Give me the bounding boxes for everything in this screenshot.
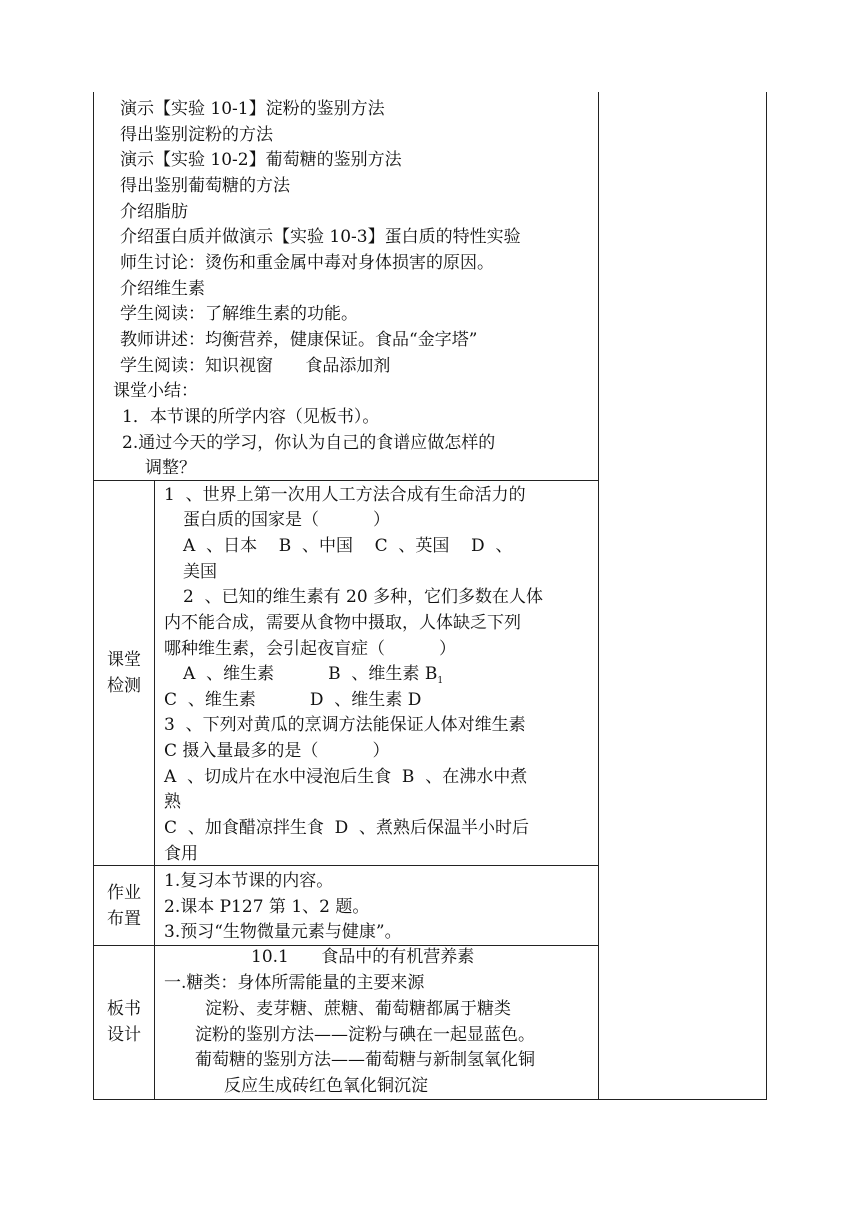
check-label-line: 课堂 bbox=[107, 650, 141, 670]
board-label bbox=[94, 996, 154, 1048]
check-line: C 摄入量最多的是（ ） bbox=[164, 741, 390, 761]
check-label-line: 检测 bbox=[107, 676, 141, 696]
procedure-line: 介绍维生素 bbox=[120, 279, 205, 299]
procedure-line: 演示【实验 10-2】葡萄糖的鉴别方法 bbox=[120, 150, 402, 170]
check-line-b1-text: A 、维生素 B 、维生素 B bbox=[183, 664, 438, 684]
homework-label-line: 布置 bbox=[107, 909, 141, 929]
check-line: 内不能合成，需要从食物中摄取，人体缺乏下列 bbox=[164, 613, 521, 633]
table-border-bottom bbox=[93, 1099, 767, 1100]
board-line: 一.糖类：身体所需能量的主要来源 bbox=[164, 973, 425, 993]
procedure-line: 介绍脂肪 bbox=[120, 202, 188, 222]
check-line: 蛋白质的国家是（ ） bbox=[183, 510, 391, 530]
procedure-line: 介绍蛋白质并做演示【实验 10-3】蛋白质的特性实验 bbox=[120, 227, 521, 247]
table-column-divider-label bbox=[154, 480, 155, 1100]
homework-line: 1.复习本节课的内容。 bbox=[164, 871, 334, 891]
procedure-line: 教师讲述：均衡营养，健康保证。食品“金字塔” bbox=[120, 330, 478, 350]
board-title: 10.1 食品中的有机营养素 bbox=[251, 947, 475, 967]
homework-line: 2.课本 P127 第 1、2 题。 bbox=[164, 897, 370, 917]
board-line: 反应生成砖红色氧化铜沉淀 bbox=[224, 1076, 428, 1096]
b1-subscript: 1 bbox=[437, 676, 444, 686]
procedure-line: 演示【实验 10-1】淀粉的鉴别方法 bbox=[120, 99, 385, 119]
homework-label bbox=[94, 880, 154, 932]
lesson-plan-table bbox=[93, 92, 767, 1100]
check-line: 2 、已知的维生素有 20 多种，它们多数在人体 bbox=[183, 587, 544, 607]
board-line: 淀粉、麦芽糖、蔗糖、葡萄糖都属于糖类 bbox=[205, 999, 511, 1019]
check-line: 食用 bbox=[164, 844, 198, 864]
summary-heading: 课堂小结： bbox=[113, 381, 198, 401]
homework-line: 3.预习“生物微量元素与健康”。 bbox=[164, 922, 402, 942]
procedure-line: 学生阅读：知识视窗 食品添加剂 bbox=[120, 356, 391, 376]
check-line: C 、加食醋凉拌生食 D 、煮熟后保温半小时后 bbox=[164, 818, 530, 838]
procedure-line: 得出鉴别淀粉的方法 bbox=[120, 125, 273, 145]
check-line: 哪种维生素，会引起夜盲症（ ） bbox=[164, 639, 457, 659]
table-border-right bbox=[766, 92, 767, 1100]
summary-item: 2.通过今天的学习，你认为自己的食谱应做怎样的 bbox=[122, 433, 496, 453]
board-line: 淀粉的鉴别方法——淀粉与碘在一起显蓝色。 bbox=[195, 1025, 535, 1045]
board-label-line: 板书 bbox=[107, 999, 141, 1019]
check-line: 3 、下列对黄瓜的烹调方法能保证人体对维生素 bbox=[164, 715, 526, 735]
procedure-line: 得出鉴别葡萄糖的方法 bbox=[120, 176, 290, 196]
table-column-divider-notes bbox=[598, 92, 599, 1100]
procedure-line: 学生阅读：了解维生素的功能。 bbox=[120, 304, 358, 324]
procedure-line: 师生讨论：烫伤和重金属中毒对身体损害的原因。 bbox=[120, 253, 494, 273]
board-line: 葡萄糖的鉴别方法——葡萄糖与新制氢氧化铜 bbox=[195, 1050, 535, 1070]
check-line: 熟 bbox=[164, 792, 181, 812]
board-label-line: 设计 bbox=[107, 1025, 141, 1045]
check-label bbox=[94, 647, 154, 699]
summary-item-continuation: 调整？ bbox=[145, 458, 196, 478]
check-line: 美国 bbox=[183, 562, 217, 582]
check-line: A 、切成片在水中浸泡后生食 B 、在沸水中煮 bbox=[164, 767, 528, 787]
check-line: A 、日本 B 、中国 C 、英国 D 、 bbox=[183, 536, 513, 556]
check-line: 1 、世界上第一次用人工方法合成有生命活力的 bbox=[164, 485, 526, 505]
check-line: C 、维生素 D 、维生素 D bbox=[164, 690, 422, 710]
homework-label-line: 作业 bbox=[107, 883, 141, 903]
summary-item: 1．本节课的所学内容（见板书）。 bbox=[122, 407, 380, 427]
table-border-left bbox=[93, 92, 94, 1100]
